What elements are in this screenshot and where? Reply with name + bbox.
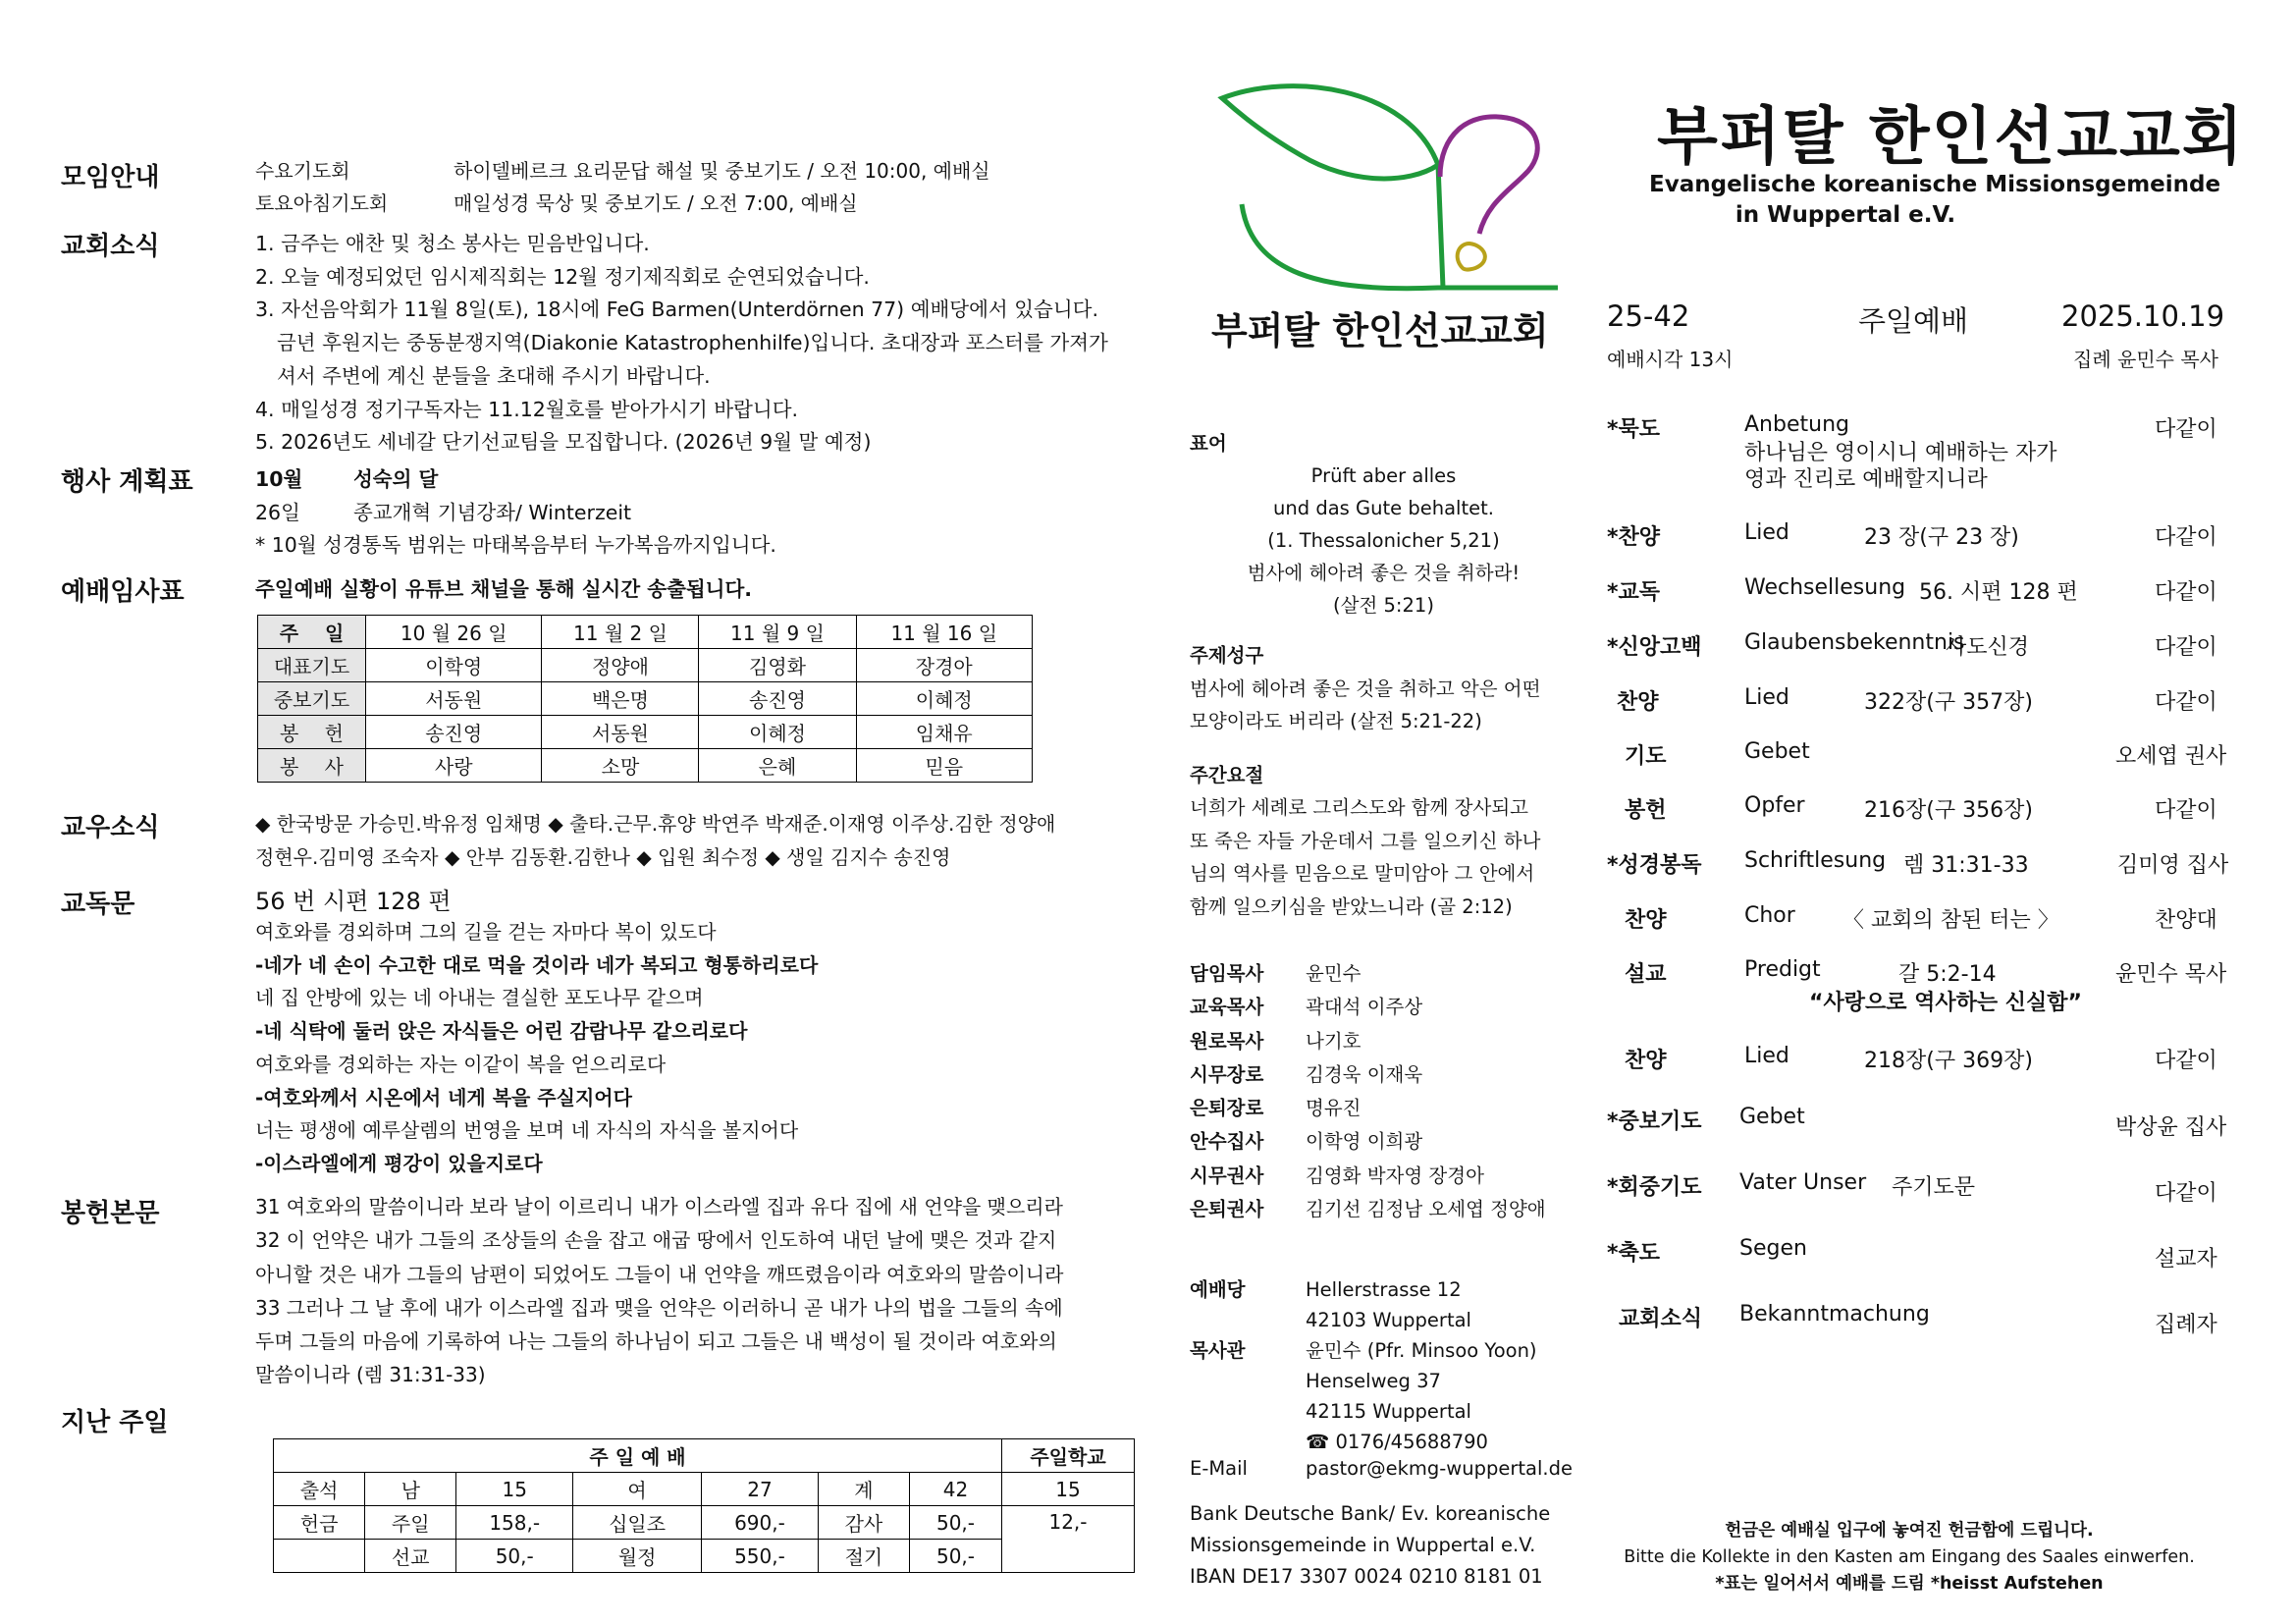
- footer-line: 헌금은 예배실 입구에 놓여진 헌금함에 드립니다.: [1725, 1521, 2094, 1541]
- order-detail: 렘 31:31-33: [1903, 853, 2029, 878]
- duty-table: [257, 615, 1033, 783]
- members-line: ◆ 한국방문 가승민.박유정 임채명 ◆ 출타.근무.휴양 박연주 박재준.이재영 이주상.김한 정양애: [255, 812, 1056, 836]
- order-leader: 다같이: [2155, 525, 2217, 550]
- meeting-desc: 매일성경 묵상 및 중보기도 / 오전 7:00, 예배실: [454, 191, 858, 215]
- news-line: 금년 후원지는 중동분쟁지역(Diakonie Katastrophenhilfe)입니다. 초대장과 포스터를 가져가: [277, 331, 1108, 355]
- bulletin-title: 부퍼탈 한인선교교회: [1657, 101, 2245, 174]
- table-cell: 중보기도: [258, 682, 366, 716]
- footer-notes: [1590, 1518, 2228, 1597]
- order-detail: 56. 시편 128 편: [1919, 580, 2078, 605]
- service-presider: 집례 윤민수 목사: [2073, 348, 2218, 371]
- motto-label: 표어: [1190, 432, 1227, 455]
- table-header: 주 일 예 배: [274, 1439, 1002, 1473]
- table-header: 주일학교: [1002, 1439, 1135, 1473]
- table-row: [258, 616, 1033, 649]
- order-german: Lied: [1744, 1044, 1789, 1068]
- issue-number: 25-42: [1607, 299, 1690, 333]
- order-german: Predigt: [1744, 957, 1821, 982]
- table-header: 주 일: [258, 616, 366, 649]
- reading-line: 여호와를 경외하는 자는 이같이 복을 얻으리로다: [255, 1052, 667, 1076]
- staff-row: [1190, 1193, 1546, 1226]
- staff-row: [1190, 991, 1546, 1024]
- news-line: 셔서 주변에 계신 분들을 초대해 주시기 바랍니다.: [277, 363, 711, 388]
- meeting-name: 토요아침기도회: [255, 191, 389, 215]
- motto-line: und das Gute behaltet.: [1273, 497, 1494, 519]
- staff-row: [1190, 1125, 1546, 1159]
- order-korean: 찬양: [1625, 908, 1667, 933]
- table-cell: 백은명: [542, 682, 699, 716]
- table-cell: 50,-: [910, 1540, 1002, 1573]
- table-cell: 믿음: [856, 749, 1032, 783]
- staff-row: [1190, 957, 1546, 991]
- bank-line: Missionsgemeinde in Wuppertal e.V.: [1190, 1534, 1536, 1556]
- order-korean: 찬양: [1617, 690, 1659, 715]
- theme-line: 범사에 헤아려 좋은 것을 취하고 악은 어떤: [1190, 677, 1541, 700]
- events-month-title: 성숙의 달: [353, 467, 439, 491]
- order-korean: *묵도: [1607, 417, 1661, 442]
- bulletin-subtitle: Evangelische koreanische Missionsgemeinde: [1649, 172, 2221, 197]
- order-detail: 사도신경: [1946, 635, 2030, 660]
- reading-label: 교독문: [61, 890, 135, 919]
- order-korean: 기도: [1625, 744, 1667, 769]
- table-cell: 선교: [365, 1540, 456, 1573]
- table-row: [274, 1473, 1135, 1506]
- table-cell: 27: [702, 1473, 819, 1506]
- order-korean: *축도: [1607, 1241, 1661, 1266]
- bank-line: IBAN DE17 3307 0024 0210 8181 01: [1190, 1565, 1543, 1588]
- weekly-line: 너희가 세례로 그리스도와 함께 장사되고: [1190, 796, 1529, 819]
- table-header: 10 월 26 일: [366, 616, 542, 649]
- staff-names: 윤민수: [1306, 962, 1362, 985]
- order-korean: *신앙고백: [1607, 635, 1702, 660]
- meeting-desc: 하이델베르크 요리문답 해설 및 중보기도 / 오전 10:00, 예배실: [454, 159, 990, 183]
- order-leader: 김미영 집사: [2117, 853, 2229, 878]
- order-korean: *중보기도: [1607, 1110, 1702, 1134]
- order-german: Bekanntmachung: [1739, 1302, 1930, 1326]
- table-cell: 감사: [818, 1506, 909, 1540]
- staff-row: [1190, 1092, 1546, 1125]
- order-detail: 322장(구 357장): [1864, 690, 2033, 715]
- staff-row: [1190, 1025, 1546, 1058]
- order-leader: 다같이: [2155, 798, 2217, 823]
- theme-label: 주제성구: [1190, 644, 1264, 667]
- news-line: 3. 자선음악회가 11월 8일(토), 18시에 FeG Barmen(Unterdörnen 77) 예배당에서 있습니다.: [255, 298, 1098, 322]
- order-detail: 갈 5:2-14: [1898, 962, 1997, 987]
- motto-line: 범사에 헤아려 좋은 것을 취하라!: [1247, 562, 1521, 584]
- news-line: 4. 매일성경 정기구독자는 11.12월호를 받아가시기 바랍니다.: [255, 397, 799, 421]
- service-time: 예배시각 13시: [1607, 348, 1734, 371]
- table-cell: 사랑: [366, 749, 542, 783]
- order-german: Chor: [1744, 903, 1795, 928]
- table-row: [274, 1439, 1135, 1473]
- events-month: 10월: [255, 467, 303, 491]
- table-cell: 남: [365, 1473, 456, 1506]
- staff-role: 시무장로: [1190, 1062, 1264, 1086]
- table-cell: 정양애: [542, 649, 699, 682]
- table-header: 11 월 16 일: [856, 616, 1032, 649]
- table-cell: 계: [818, 1473, 909, 1506]
- table-cell: 여: [573, 1473, 702, 1506]
- order-leader: 찬양대: [2155, 908, 2217, 933]
- manse-line: 42115 Wuppertal: [1306, 1400, 1471, 1423]
- staff-names: 명유진: [1306, 1097, 1362, 1120]
- order-detail: 〈 교회의 참된 터는 〉: [1842, 908, 2059, 933]
- table-cell: 절기: [818, 1540, 909, 1573]
- events-note: * 10월 성경통독 범위는 마태복음부터 누가복음까지입니다.: [255, 533, 776, 557]
- staff-names: 김기선 김정남 오세엽 정양애: [1306, 1198, 1546, 1221]
- table-cell: 550,-: [702, 1540, 819, 1573]
- order-sub-line: 영과 진리로 예배할지니라: [1744, 467, 1988, 492]
- duty-label: 예배임사표: [61, 577, 185, 607]
- table-cell: 690,-: [702, 1506, 819, 1540]
- order-leader: 집례자: [2155, 1313, 2217, 1337]
- footer-line: Bitte die Kollekte in den Kasten am Eingang des Saales einwerfen.: [1624, 1547, 2195, 1567]
- members-label: 교우소식: [61, 813, 160, 842]
- order-detail: 주기도문: [1892, 1175, 1976, 1200]
- order-leader: 다같이: [2155, 417, 2217, 442]
- table-cell: 임채유: [856, 716, 1032, 749]
- table-cell: 158,-: [456, 1506, 573, 1540]
- staff-row: [1190, 1160, 1546, 1193]
- sermon-title: “사랑으로 역사하는 신실함”: [1809, 991, 2083, 1015]
- order-detail: 216장(구 356장): [1864, 798, 2033, 823]
- email-label: E-Mail: [1190, 1457, 1248, 1480]
- table-cell: 봉 헌: [258, 716, 366, 749]
- reading-line: -이스라엘에게 평강이 있을지로다: [255, 1151, 543, 1175]
- reading-title: 56 번 시편 128 편: [255, 888, 452, 915]
- reading-line: 여호와를 경외하며 그의 길을 걷는 자마다 복이 있도다: [255, 920, 717, 944]
- manse-line: Henselweg 37: [1306, 1370, 1441, 1392]
- order-leader: 다같이: [2155, 690, 2217, 715]
- staff-list: [1190, 957, 1546, 1226]
- table-cell: 서동원: [542, 716, 699, 749]
- duty-notice: 주일예배 실황이 유튜브 채널을 통해 실시간 송출됩니다.: [255, 577, 753, 601]
- motto-line: (1. Thessalonicher 5,21): [1267, 529, 1500, 552]
- offering-text-line: 33 그러나 그 날 후에 내가 이스라엘 집과 맺을 언약은 이러하니 곧 내가 나의 법을 그들의 속에: [255, 1295, 1063, 1320]
- offering-text-line: 아니할 것은 내가 그들의 남편이 되었어도 그들이 내 언약을 깨뜨렸음이라 여호와의 말씀이니라: [255, 1262, 1064, 1286]
- theme-line: 모양이라도 버리라 (살전 5:21-22): [1190, 710, 1482, 732]
- offering-text-line: 32 이 언약은 내가 그들의 조상들의 손을 잡고 애굽 땅에서 인도하여 내던 날에 맺은 것과 같지: [255, 1228, 1057, 1253]
- meeting-label: 모임안내: [61, 163, 160, 192]
- order-detail: 218장(구 369장): [1864, 1049, 2033, 1073]
- staff-role: 교육목사: [1190, 996, 1264, 1019]
- weekly-label: 주간요절: [1190, 764, 1264, 786]
- order-german: Segen: [1739, 1236, 1807, 1261]
- table-cell: 이혜정: [856, 682, 1032, 716]
- bulletin-subtitle: in Wuppertal e.V.: [1735, 202, 1956, 228]
- table-cell: 50,-: [910, 1506, 1002, 1540]
- order-korean: *찬양: [1607, 525, 1661, 550]
- staff-role: 담임목사: [1190, 962, 1264, 985]
- staff-role: 시무권사: [1190, 1164, 1264, 1187]
- table-row: [258, 682, 1033, 716]
- service-date: 2025.10.19: [2061, 299, 2225, 333]
- motto-line: (살전 5:21): [1333, 594, 1434, 617]
- staff-row: [1190, 1058, 1546, 1092]
- offering-text-label: 봉헌본문: [61, 1199, 160, 1228]
- staff-names: 곽대석 이주상: [1306, 996, 1423, 1019]
- church-name: 부퍼탈 한인선교교회: [1211, 309, 1549, 352]
- table-row: [258, 716, 1033, 749]
- table-cell: 봉 사: [258, 749, 366, 783]
- table-cell: 장경아: [856, 649, 1032, 682]
- news-line: 1. 금주는 애찬 및 청소 봉사는 믿음반입니다.: [255, 232, 650, 255]
- motto-line: Prüft aber alles: [1310, 464, 1457, 487]
- last-sunday-label: 지난 주일: [61, 1408, 169, 1437]
- staff-role: 안수집사: [1190, 1130, 1264, 1154]
- bank-line: Bank Deutsche Bank/ Ev. koreanische: [1190, 1502, 1551, 1525]
- church-address-line: Hellerstrasse 12: [1306, 1278, 1462, 1301]
- order-korean: 교회소식: [1619, 1307, 1703, 1331]
- reading-line: -여호와께서 시온에서 네게 복을 주실지어다: [255, 1085, 632, 1110]
- order-detail: 23 장(구 23 장): [1864, 525, 2019, 550]
- news-line: 2. 오늘 예정되었던 임시제직회는 12월 정기제직회로 순연되었습니다.: [255, 264, 870, 289]
- table-cell: 십일조: [573, 1506, 702, 1540]
- email-address[interactable]: pastor@ekmg-wuppertal.de: [1306, 1457, 1573, 1480]
- weekly-line: 님의 역사를 믿음으로 말미암아 그 안에서: [1190, 862, 1535, 885]
- news-label: 교회소식: [61, 232, 160, 261]
- reading-line: 너는 평생에 예루살렘의 번영을 보며 네 자식의 자식을 볼지어다: [255, 1118, 799, 1143]
- weekly-line: 또 죽은 자들 가운데서 그를 일으키신 하나: [1190, 829, 1541, 852]
- order-german: Gebet: [1739, 1105, 1805, 1129]
- order-korean: *교독: [1607, 580, 1661, 605]
- order-german: Vater Unser: [1739, 1170, 1867, 1195]
- table-cell: 헌금: [274, 1506, 365, 1540]
- table-cell: 출석: [274, 1473, 365, 1506]
- footer-line: *표는 일어서서 예배를 드림 *heisst Aufstehen: [1715, 1574, 2104, 1594]
- news-line: 5. 2026년도 세네갈 단기선교팀을 모집합니다. (2026년 9월 말 예정): [255, 430, 872, 455]
- table-cell: 김영화: [699, 649, 856, 682]
- members-line: 정현우.김미영 조숙자 ◆ 안부 김동환.김한나 ◆ 입원 최수정 ◆ 생일 김지수 송진영: [255, 844, 951, 869]
- weekly-line: 함께 일으키심을 받았느니라 (골 2:12): [1190, 894, 1513, 918]
- offering-text-line: 두며 그들의 마음에 기록하여 나는 그들의 하나님이 되고 그들은 내 백성이 될 것이라 여호와의: [255, 1329, 1057, 1354]
- table-header: 11 월 2 일: [542, 616, 699, 649]
- table-cell: 은혜: [699, 749, 856, 783]
- reading-line: -네가 네 손이 수고한 대로 먹을 것이라 네가 복되고 형통하리로다: [255, 952, 819, 977]
- table-cell: 15: [456, 1473, 573, 1506]
- order-leader: 다같이: [2155, 1181, 2217, 1206]
- manse-label: 목사관: [1190, 1339, 1246, 1362]
- table-row: [274, 1506, 1135, 1540]
- table-cell: 송진영: [366, 716, 542, 749]
- table-cell: 15: [1002, 1473, 1135, 1506]
- last-sunday-table: [273, 1438, 1135, 1573]
- staff-names: 나기호: [1306, 1029, 1362, 1053]
- table-cell: 42: [910, 1473, 1002, 1506]
- table-row: [258, 649, 1033, 682]
- order-german: Opfer: [1744, 793, 1805, 818]
- table-cell: [274, 1540, 365, 1573]
- order-korean: 찬양: [1625, 1049, 1667, 1073]
- events-label: 행사 계획표: [61, 467, 193, 497]
- staff-role: 은퇴장로: [1190, 1097, 1264, 1120]
- order-leader: 윤민수 목사: [2115, 962, 2227, 987]
- table-cell: 소망: [542, 749, 699, 783]
- table-cell: 주일: [365, 1506, 456, 1540]
- manse-line: 윤민수 (Pfr. Minsoo Yoon): [1306, 1339, 1537, 1362]
- order-german: Wechsellesung: [1744, 575, 1906, 600]
- church-logo-icon: [1212, 67, 1566, 302]
- bank-info: [1190, 1498, 1550, 1593]
- table-cell: 이혜정: [699, 716, 856, 749]
- church-address-line: 42103 Wuppertal: [1306, 1309, 1471, 1331]
- order-leader: 박상윤 집사: [2115, 1115, 2227, 1140]
- table-row: [258, 749, 1033, 783]
- order-korean: *회중기도: [1607, 1175, 1702, 1200]
- meeting-name: 수요기도회: [255, 159, 350, 183]
- offering-text-line: 31 여호와의 말씀이니라 보라 날이 이르리니 내가 이스라엘 집과 유다 집에 새 언약을 맺으리라: [255, 1195, 1063, 1218]
- staff-names: 이학영 이희광: [1306, 1130, 1423, 1154]
- service-name: 주일예배: [1858, 304, 1969, 338]
- order-german: Lied: [1744, 520, 1789, 545]
- table-cell: 12,-: [1002, 1506, 1135, 1573]
- table-cell: 50,-: [456, 1540, 573, 1573]
- church-address-label: 예배당: [1190, 1278, 1246, 1301]
- order-sub-line: 하나님은 영이시니 예배하는 자가: [1744, 441, 2057, 465]
- order-leader: 다같이: [2155, 580, 2217, 605]
- staff-role: 은퇴권사: [1190, 1198, 1264, 1221]
- phone-number: ☎ 0176/45688790: [1306, 1431, 1488, 1453]
- order-leader: 설교자: [2155, 1247, 2217, 1272]
- order-german: Gebet: [1744, 739, 1810, 764]
- order-korean: 설교: [1625, 962, 1667, 987]
- table-cell: 대표기도: [258, 649, 366, 682]
- staff-names: 김경욱 이재욱: [1306, 1062, 1423, 1086]
- table-cell: 이학영: [366, 649, 542, 682]
- events-day: 26일: [255, 501, 300, 524]
- table-cell: 서동원: [366, 682, 542, 716]
- offering-text-line: 말씀이니라 (렘 31:31-33): [255, 1363, 486, 1387]
- order-korean: 봉헌: [1625, 798, 1667, 823]
- order-leader: 다같이: [2155, 635, 2217, 660]
- table-cell: 송진영: [699, 682, 856, 716]
- reading-line: -네 식탁에 둘러 앉은 자식들은 어린 감람나무 같으리로다: [255, 1019, 748, 1044]
- order-german: Anbetung: [1744, 412, 1849, 437]
- events-day-desc: 종교개혁 기념강좌/ Winterzeit: [353, 501, 632, 524]
- staff-names: 김영화 박자영 장경아: [1306, 1164, 1484, 1187]
- reading-line: 네 집 안방에 있는 네 아내는 결실한 포도나무 같으며: [255, 986, 704, 1010]
- staff-role: 원로목사: [1190, 1029, 1264, 1053]
- order-leader: 오세엽 권사: [2115, 744, 2227, 769]
- table-cell: 월정: [573, 1540, 702, 1573]
- order-korean: *성경봉독: [1607, 853, 1702, 878]
- order-german: Glaubensbekenntnis: [1744, 630, 1965, 655]
- order-german: Lied: [1744, 685, 1789, 710]
- table-header: 11 월 9 일: [699, 616, 856, 649]
- order-german: Schriftlesung: [1744, 848, 1887, 873]
- order-leader: 다같이: [2155, 1049, 2217, 1073]
